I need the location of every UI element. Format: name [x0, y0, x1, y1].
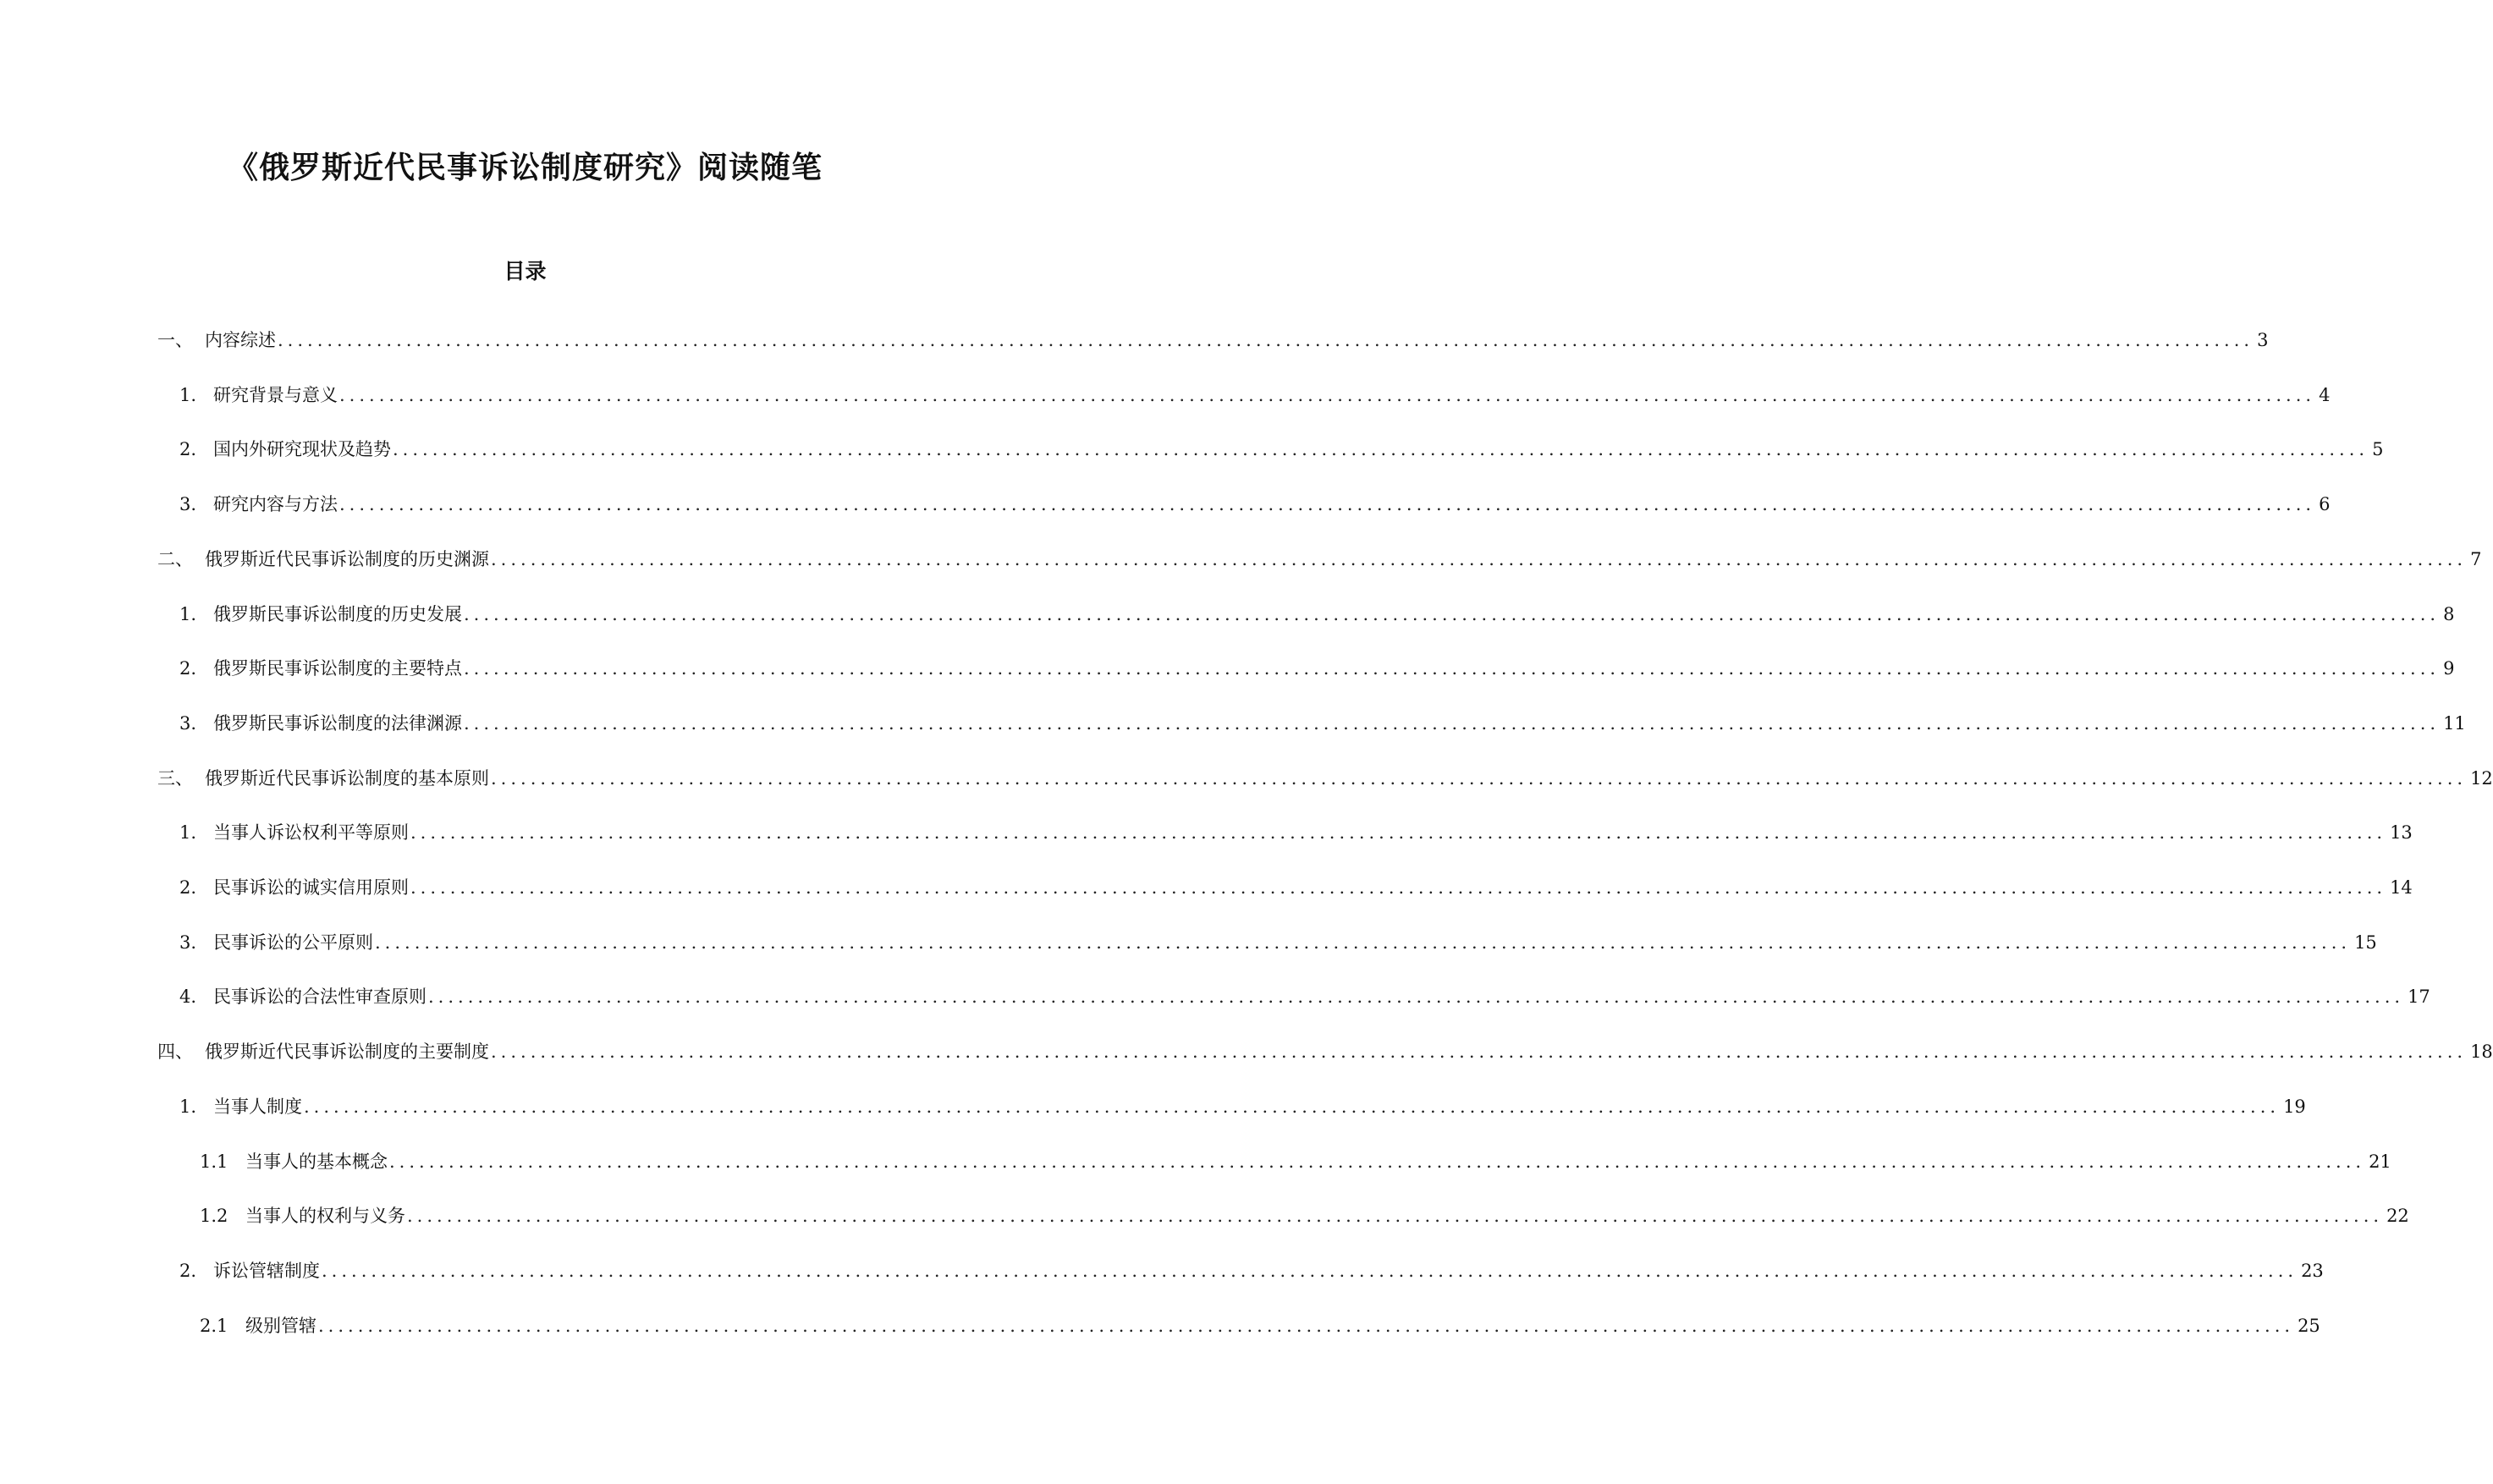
toc-dot-leader: ........................................................................................................................................................................................................ — [393, 439, 2369, 459]
toc-dot-leader: ........................................................................................................................................................................................................ — [464, 604, 2441, 624]
toc-entry-number: 2. — [179, 439, 197, 459]
toc-entry[interactable] — [179, 818, 2413, 847]
toc-page-number: 7 — [2470, 549, 2482, 569]
toc-dot-leader: ........................................................................................................................................................................................................ — [410, 822, 2387, 843]
toc-dot-leader: ........................................................................................................................................................................................................ — [322, 1261, 2298, 1281]
toc-entry-number: 3. — [179, 713, 197, 734]
toc-entry[interactable] — [157, 326, 2269, 355]
toc-dot-leader: ........................................................................................................................................................................................................ — [491, 1042, 2468, 1062]
toc-entry-title: 民事诉讼的合法性审查原则 — [213, 987, 427, 1007]
toc-entry[interactable] — [157, 545, 2482, 574]
toc-entry-number: 二、 — [157, 549, 193, 569]
toc-entry-number: 2. — [179, 658, 197, 679]
toc-page-number: 5 — [2372, 439, 2384, 459]
toc-entry-title: 级别管辖 — [245, 1316, 316, 1336]
toc-page-number: 12 — [2470, 768, 2493, 789]
toc-entry-number: 四、 — [157, 1042, 193, 1062]
toc-dot-leader: ........................................................................................................................................................................................................ — [304, 1097, 2281, 1117]
toc-entry-title: 当事人的基本概念 — [245, 1151, 388, 1172]
toc-entry-number: 3. — [179, 932, 197, 953]
toc-entry[interactable] — [200, 1201, 2409, 1230]
toc-entry-title: 俄罗斯近代民事诉讼制度的基本原则 — [205, 768, 489, 789]
toc-entry[interactable] — [179, 381, 2331, 409]
toc-entry-number: 4. — [179, 987, 197, 1007]
toc-entry-title: 俄罗斯民事诉讼制度的法律渊源 — [213, 713, 462, 734]
toc-entry[interactable] — [157, 764, 2493, 793]
toc-entry[interactable] — [157, 1037, 2493, 1066]
toc-entry[interactable] — [179, 1256, 2324, 1285]
toc-entry[interactable] — [200, 1311, 2320, 1340]
toc-page-number: 25 — [2298, 1316, 2320, 1336]
toc-entry-number: 3. — [179, 494, 197, 514]
toc-entry[interactable] — [179, 873, 2413, 902]
toc-dot-leader: ........................................................................................................................................................................................................ — [410, 877, 2387, 898]
toc-dot-leader: ........................................................................................................................................................................................................ — [464, 713, 2441, 734]
toc-entry[interactable] — [179, 435, 2384, 464]
toc-entry-number: 1. — [179, 822, 197, 843]
toc-entry-number: 2. — [179, 877, 197, 898]
toc-entry-title: 俄罗斯民事诉讼制度的历史发展 — [213, 604, 462, 624]
toc-page-number: 13 — [2390, 822, 2413, 843]
toc-dot-leader: ........................................................................................................................................................................................................ — [278, 330, 2254, 350]
toc-entry-title: 俄罗斯民事诉讼制度的主要特点 — [213, 658, 462, 679]
toc-entry-number: 2.1 — [200, 1316, 228, 1336]
toc-page-number: 9 — [2443, 658, 2455, 679]
toc-entry-title: 当事人诉讼权利平等原则 — [213, 822, 409, 843]
toc-entry-number: 1. — [179, 385, 197, 405]
toc-entry-title: 俄罗斯近代民事诉讼制度的历史渊源 — [205, 549, 489, 569]
toc-entry[interactable] — [179, 928, 2377, 957]
toc-entry-title: 当事人制度 — [213, 1097, 302, 1117]
toc-entry[interactable] — [179, 490, 2331, 519]
toc-entry-title: 民事诉讼的公平原则 — [213, 932, 373, 953]
toc-entry-title: 俄罗斯近代民事诉讼制度的主要制度 — [205, 1042, 489, 1062]
toc-entry-number: 1. — [179, 1097, 197, 1117]
toc-entry-title: 研究内容与方法 — [213, 494, 338, 514]
toc-page-number: 19 — [2283, 1097, 2306, 1117]
toc-dot-leader: ........................................................................................................................................................................................................ — [375, 932, 2352, 953]
toc-page-number: 11 — [2443, 713, 2466, 734]
toc-entry-number: 1.2 — [200, 1206, 228, 1226]
toc-page-number: 14 — [2390, 877, 2413, 898]
toc-entry[interactable] — [179, 600, 2455, 629]
toc-page-number: 17 — [2408, 987, 2430, 1007]
toc-entry-number: 1.1 — [200, 1151, 228, 1172]
toc-dot-leader: ........................................................................................................................................................................................................ — [428, 987, 2405, 1007]
toc-entry[interactable] — [200, 1147, 2391, 1176]
toc-page-number: 22 — [2386, 1206, 2409, 1226]
toc-entry-title: 民事诉讼的诚实信用原则 — [213, 877, 409, 898]
toc-heading: 目录 — [504, 258, 547, 283]
toc-page-number: 15 — [2354, 932, 2377, 953]
toc-page-number: 23 — [2301, 1261, 2324, 1281]
toc-entry-number: 1. — [179, 604, 197, 624]
toc-dot-leader: ........................................................................................................................................................................................................ — [491, 549, 2468, 569]
toc-entry[interactable] — [179, 709, 2466, 738]
toc-page-number: 6 — [2319, 494, 2331, 514]
toc-page-number: 4 — [2319, 385, 2331, 405]
toc-entry-title: 诉讼管辖制度 — [213, 1261, 320, 1281]
toc-page-number: 3 — [2257, 330, 2269, 350]
toc-entry[interactable] — [179, 1092, 2306, 1121]
toc-page-number: 21 — [2369, 1151, 2391, 1172]
toc-entry-number: 2. — [179, 1261, 197, 1281]
toc-page-number: 18 — [2470, 1042, 2493, 1062]
toc-entry-title: 国内外研究现状及趋势 — [213, 439, 391, 459]
toc-dot-leader: ........................................................................................................................................................................................................ — [389, 1151, 2366, 1172]
toc-entry-title: 当事人的权利与义务 — [245, 1206, 405, 1226]
toc-entry-title: 研究背景与意义 — [213, 385, 338, 405]
toc-dot-leader: ........................................................................................................................................................................................................ — [339, 494, 2316, 514]
toc-entry-number: 三、 — [157, 768, 193, 789]
toc-dot-leader: ........................................................................................................................................................................................................ — [464, 658, 2441, 679]
toc-dot-leader: ........................................................................................................................................................................................................ — [318, 1316, 2295, 1336]
toc-dot-leader: ........................................................................................................................................................................................................ — [407, 1206, 2384, 1226]
toc-entry[interactable] — [179, 654, 2455, 683]
toc-entry-number: 一、 — [157, 330, 193, 350]
toc-dot-leader: ........................................................................................................................................................................................................ — [339, 385, 2316, 405]
toc-entry[interactable] — [179, 982, 2430, 1011]
toc-dot-leader: ........................................................................................................................................................................................................ — [491, 768, 2468, 789]
document-title: 《俄罗斯近代民事诉讼制度研究》阅读随笔 — [227, 151, 823, 186]
toc-entry-title: 内容综述 — [205, 330, 276, 350]
toc-page-number: 8 — [2443, 604, 2455, 624]
